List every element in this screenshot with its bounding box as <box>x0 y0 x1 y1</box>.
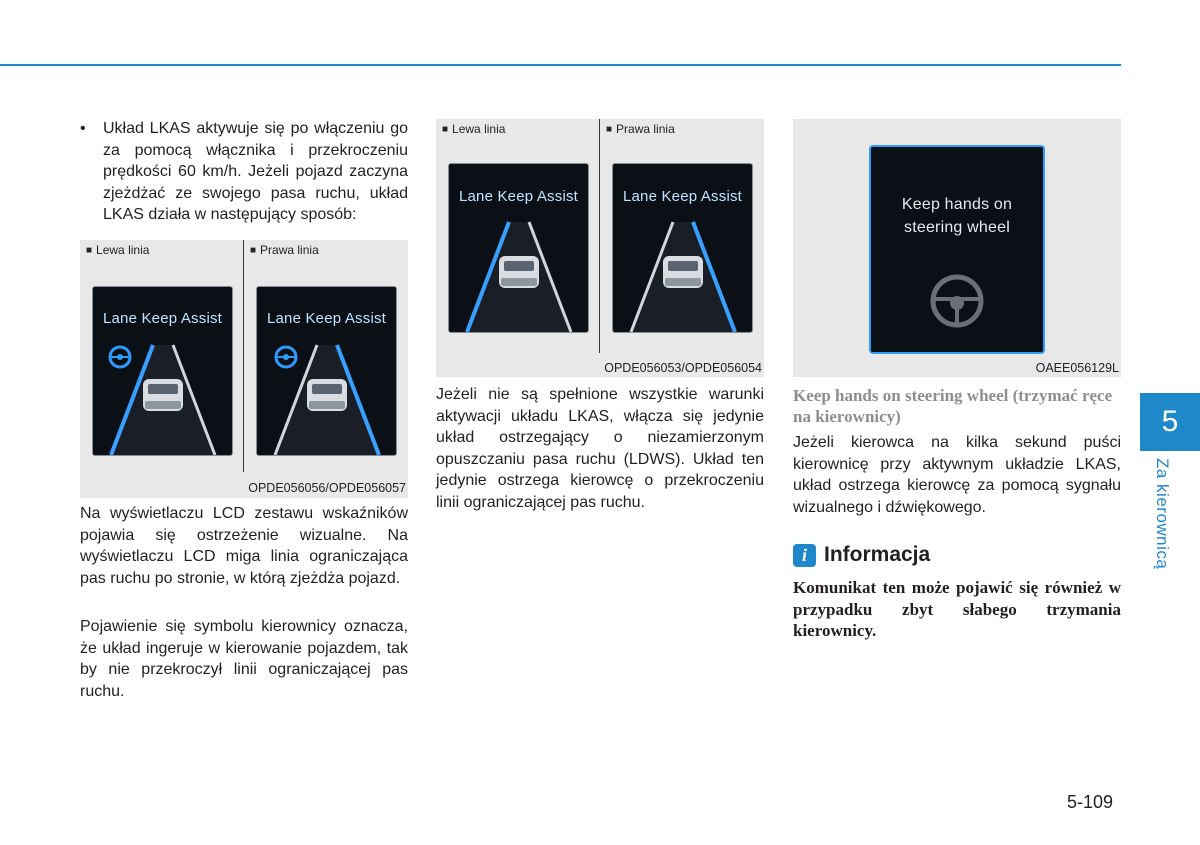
info-body: Komunikat ten może pojawić się również w przypadku zbyt słabego trzymania kierownicy. <box>793 578 1121 640</box>
square-bullet-icon: ■ <box>86 244 93 256</box>
cluster-screen-left <box>92 286 233 456</box>
screen-title: Lane Keep Assist <box>266 310 387 327</box>
figure-ldws <box>436 119 764 377</box>
cluster-screen-right <box>256 286 397 456</box>
chapter-tab: 5 <box>1140 393 1200 451</box>
section-heading: Keep hands on steering wheel (trzymać ręce na kierownicy) <box>793 386 1113 426</box>
header-rule <box>0 64 1121 66</box>
bullet-dot-icon: • <box>80 120 86 137</box>
lane-scene <box>449 164 588 332</box>
paragraph-hands-off: Jeżeli kierowca na kilka sekund puści kierownicę przy aktywnym układzie LKAS, układ ostrzega kierowcę za pomocą sygnału wizualnego i dźwiękowego. <box>793 434 1121 516</box>
hands-off-screen <box>869 145 1045 354</box>
figure-code: OPDE056053/OPDE056054 <box>604 361 762 375</box>
label-right-line: ■ Prawa linia <box>606 122 675 136</box>
steering-wheel-icon <box>927 271 987 331</box>
square-bullet-icon: ■ <box>250 244 257 256</box>
label-left-line: ■ Lewa linia <box>442 122 506 136</box>
figure-code: OAEE056129L <box>1035 361 1119 375</box>
cluster-screen-right <box>612 163 753 333</box>
bullet-item <box>80 118 408 226</box>
steering-wheel-icon <box>108 345 132 369</box>
hands-off-message: Keep hands on steering wheel <box>901 196 1013 236</box>
steering-wheel-icon <box>274 345 298 369</box>
figure-code: OPDE056056/OPDE056057 <box>248 481 406 495</box>
figure-divider <box>599 119 600 353</box>
lane-scene <box>613 164 752 332</box>
info-icon: i <box>793 544 816 567</box>
label-right-line: ■ Prawa linia <box>250 243 319 257</box>
screen-title: Lane Keep Assist <box>458 188 579 205</box>
label-left-line: ■ Lewa linia <box>86 243 150 257</box>
info-title: Informacja <box>824 543 931 566</box>
bullet-text: Układ LKAS aktywuje się po włączeniu go za pomocą włącznika i przekroczeniu prędkości 60 km/h. Jeżeli pojazd zaczyna zjeżdżać ze swojego pasa ruchu, układ LKAS działa w następujący sposób: <box>103 120 408 223</box>
screen-title: Lane Keep Assist <box>622 188 743 205</box>
square-bullet-icon: ■ <box>606 123 613 135</box>
chapter-title: Za kierownicą <box>1153 458 1172 570</box>
info-header <box>793 543 930 567</box>
paragraph-steering-symbol: Pojawienie się symbolu kierownicy oznacza, że układ ingeruje w kierowanie pojazdem, tak by nie przekroczył linii ograniczającej pas ruchu. <box>80 618 408 700</box>
paragraph-ldws: Jeżeli nie są spełnione wszystkie warunki aktywacji układu LKAS, włącza się jedynie układ ostrzegający o niezamierzonym opuszczaniu pasa ruchu (LDWS). Układ ten jedynie ostrzega kierowcę o przekroczeniu linii ograniczającej pas ruchu. <box>436 386 764 511</box>
lane-scene <box>93 287 232 455</box>
page-number: 5-109 <box>1067 792 1114 812</box>
paragraph-visual-warning: Na wyświetlaczu LCD zestawu wskaźników pojawia się ostrzeżenie wizualne. Na wyświetlaczu LCD miga linia ograniczająca pas ruchu po stronie, w którą zjeżdża pojazd. <box>80 505 408 587</box>
figure-hands-off <box>793 119 1121 377</box>
square-bullet-icon: ■ <box>442 123 449 135</box>
figure-lkas-active <box>80 240 408 498</box>
cluster-screen-left <box>448 163 589 333</box>
figure-divider <box>243 240 244 472</box>
screen-title: Lane Keep Assist <box>102 310 223 327</box>
lane-scene <box>257 287 396 455</box>
